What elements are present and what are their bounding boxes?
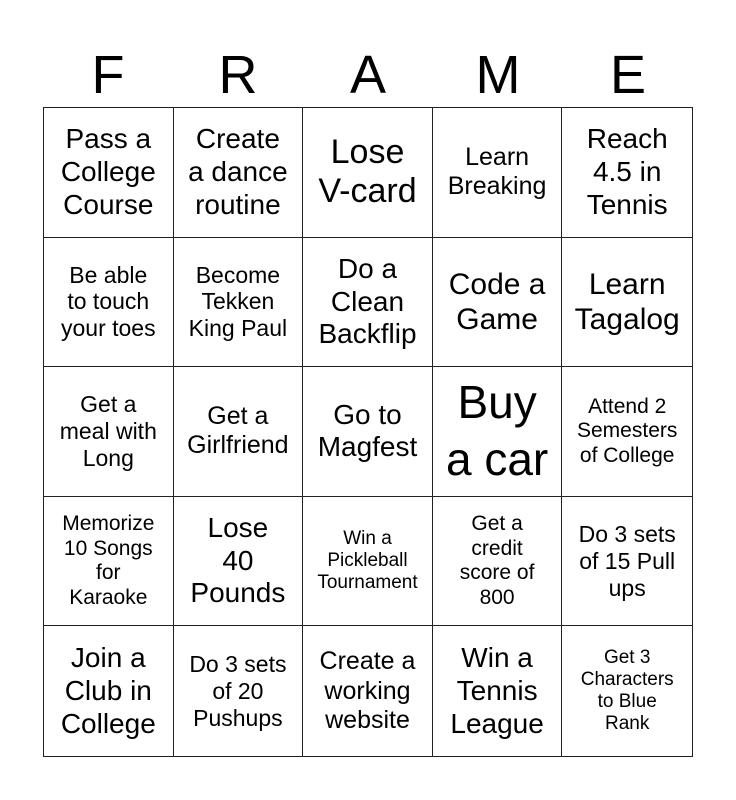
bingo-cell: Pass a College Course bbox=[44, 108, 174, 238]
bingo-cell: Lose V-card bbox=[303, 108, 433, 238]
bingo-header bbox=[43, 40, 693, 108]
bingo-cell: Memorize 10 Songs for Karaoke bbox=[44, 497, 174, 627]
bingo-cell: Get a meal with Long bbox=[44, 367, 174, 497]
bingo-cell: Attend 2 Semesters of College bbox=[562, 367, 692, 497]
bingo-cell: Join a Club in College bbox=[44, 626, 174, 756]
bingo-cell: Do 3 sets of 20 Pushups bbox=[174, 626, 304, 756]
bingo-cell: Get 3 Characters to Blue Rank bbox=[580, 646, 674, 735]
bingo-cell: Lose 40 Pounds bbox=[174, 497, 304, 627]
bingo-cell: Buy a car bbox=[433, 367, 563, 497]
bingo-cell: Win a Tennis League bbox=[433, 626, 563, 756]
bingo-cell: Create a dance routine bbox=[174, 108, 304, 238]
bingo-cell: Get a Girlfriend bbox=[174, 367, 304, 497]
bingo-cell: Go to Magfest bbox=[303, 367, 433, 497]
bingo-cell: Reach 4.5 in Tennis bbox=[562, 108, 692, 238]
bingo-cell: Do a Clean Backflip bbox=[303, 238, 433, 368]
bingo-cell: Do 3 sets of 15 Pull ups bbox=[562, 497, 692, 627]
bingo-card-grid bbox=[43, 107, 693, 757]
bingo-cell: Get a credit score of 800 bbox=[433, 497, 563, 627]
bingo-cell: Create a working website bbox=[303, 626, 433, 756]
bingo-cell: Become Tekken King Paul bbox=[174, 238, 304, 368]
bingo-cell: Learn Breaking bbox=[433, 108, 563, 238]
header-letter-a: A bbox=[349, 45, 387, 105]
header-letter-r: R bbox=[218, 45, 258, 105]
bingo-cell: Code a Game bbox=[433, 238, 563, 368]
header-letter-e: E bbox=[609, 45, 647, 105]
header-letter-m: M bbox=[475, 45, 521, 105]
bingo-cell: Win a Pickleball Tournament bbox=[303, 497, 433, 627]
bingo-cell: Be able to touch your toes bbox=[44, 238, 174, 368]
bingo-cell: Learn Tagalog bbox=[562, 238, 692, 368]
header-letter-f: F bbox=[91, 45, 125, 105]
